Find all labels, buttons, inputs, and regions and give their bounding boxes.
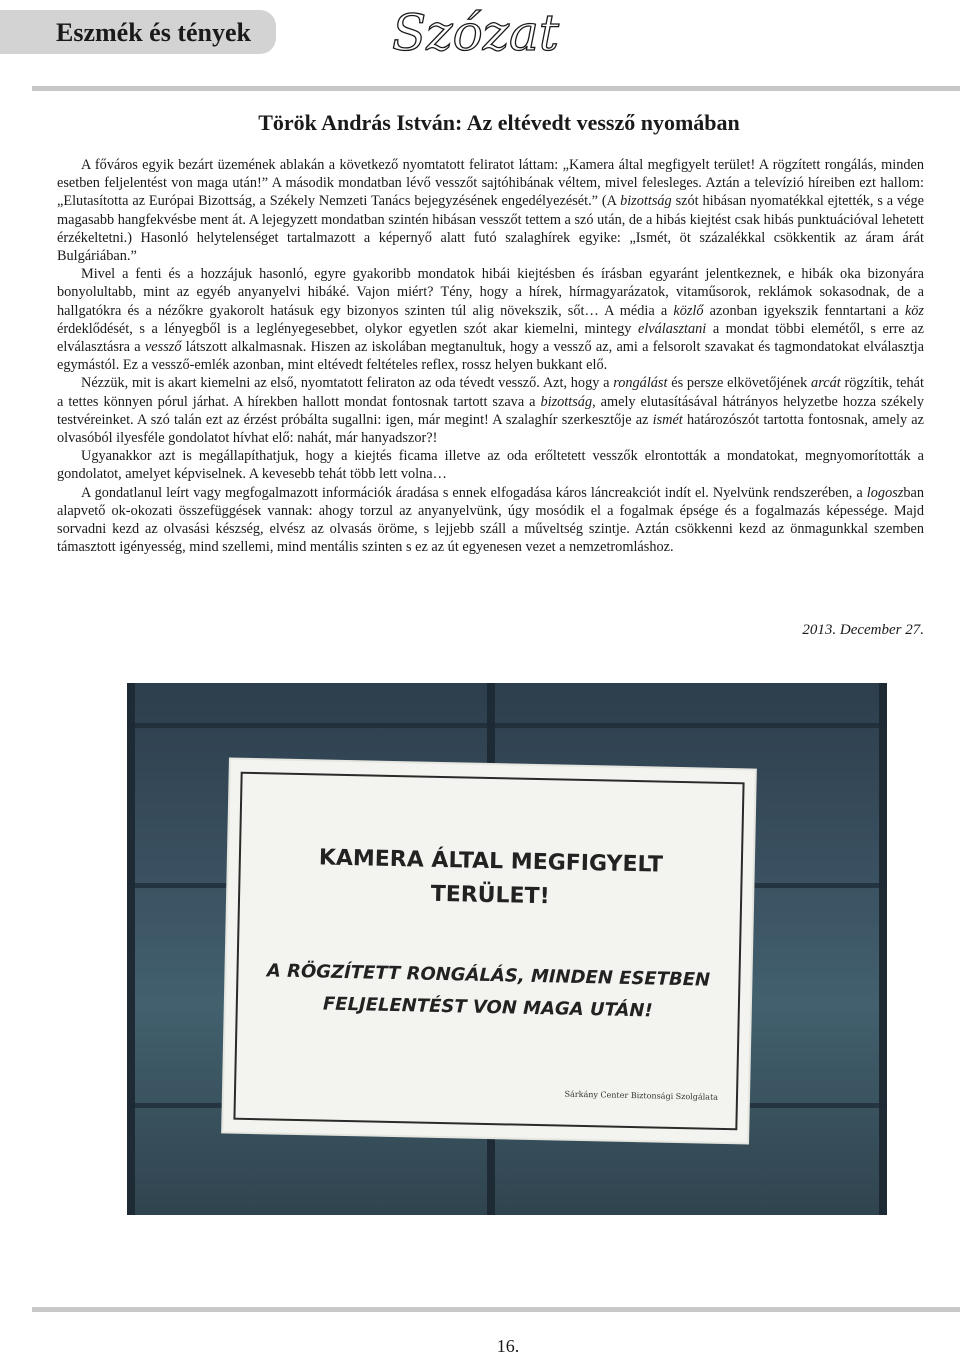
text-run: a mondat többi elemétől, s erre az elválasztásra a [57,320,924,356]
text-run: azonban igyekszik fenntartani a [703,302,905,319]
emphasized-word: logosz [866,484,904,501]
text-run: és persze elkövetőjének [667,375,812,392]
paragraph [57,374,924,447]
article-date: 2013. December 27. [802,622,924,638]
window-frame [127,723,887,728]
emphasized-word: arcát [811,375,841,392]
notice-signature: Sárkány Center Biztonsági Szolgálata [564,1089,719,1102]
emphasized-word: közlő [673,302,704,319]
text-run: határozószót tartotta fontosnak, amely az olvasóból ilyesféle gondolatot hívhat elő: nahát, már hanyadszor?! [57,411,924,447]
text-run: A főváros egyik bezárt üzemének ablakán a következő nyomtatott feliratot láttam: „Kamera által megfigyelt terület! A rögzített rongálás, minden esetben feljelentést von maga után!” A második mondatban lévő vesszőt sajtóhibának véltem, mivel felesleges. Aztán a televízió híreiben ezt hallom: „Elutasította az Európai Bizottság, a Székely Nemzeti Tanács bejegyzésének engedélyezését.” (A [57,157,924,210]
paragraph [57,484,924,557]
notice-sheet [223,760,755,1143]
window-frame [127,683,135,1215]
emphasized-word: elválasztani [637,320,707,337]
emphasized-word: rongálást [613,375,668,392]
article-body [57,156,924,556]
emphasized-word: bizottság [540,393,593,410]
header-rule [32,86,960,91]
text-run: ban alapvető ok-okozati összefüggések vannak: ahogy torzul az anyanyelvünk, úgy mosódik el a fogalmak épsége és a fogalmazás képessége. Majd sorvadni kezd az olvasási készség, elvész az olvasás öröme, s lejjebb száll a műveltség szintje. Aztán csökkenni kezd az önmagunkkal szemben támasztott igényesség, mind szellemi, mind mentális szinten s ez az út egyenesen vezet a nemzetromláshoz. [57,484,924,556]
text-run: Ugyanakkor azt is megállapíthatjuk, hogy a kiejtés ficama illetve az oda erőltetett vesszők elrontották a mondatokat, megnyomorították a gondolatot, amelyet képviselnek. A kevesebb tehát több lett volna… [57,448,924,483]
notice-border [233,772,744,1130]
article-title: Török András István: Az eltévedt vessző nyomában [258,110,740,135]
text-run: Nézzük, mit is akart kiemelni az első, nyomtatott feliraton az oda tévedt vessző. Azt, hogy a [81,375,614,392]
logo-text: Szózat [392,4,559,62]
emphasized-word: bizottság [620,193,672,210]
text-run: látszott alkalmasnak. Hiszen az iskolában megtanultuk, hogy a vessző az, ami a felsorolt szavakat és tagmondatokat elválasztja egymástól. Ez a vessző-emlék azonban, mint eltévedt feltételes reflex, rossz helyen bukkant elő. [57,339,924,374]
notice-line: TERÜLET! [430,881,550,910]
paragraph [57,447,924,483]
footer-rule [32,1307,960,1312]
notice-line: KAMERA ÁLTAL MEGFIGYELT [318,845,664,878]
text-run: szót hibásan nyomatékkal ejtették, s a vége magasabb hangfekvésbe ment át. A lejegyzett mondatban szintén hibásan vesszőt tettem a szó után, de a hibás kiejtést csak hibás punktuációval lehetett érzékeltetni.) Hasonló helytelenséget tartalmazott a képernyő alatt futó szalaghírek egyike: „Ismét, öt százalékkal csökkentik az áram árát Bulgáriában.” [57,193,924,265]
paragraph [57,265,924,374]
notice-line: A RÖGZÍTETT RONGÁLÁS, MINDEN ESETBEN [266,960,711,991]
page-number: 16. [496,1336,520,1356]
emphasized-word: vessző [144,339,182,356]
text-run: A gondatlanul leírt vagy megfogalmazott információk áradása s ennek elfogadása káros láncreakciót indít el. Nyelvünk rendszerében, a [81,484,867,501]
text-run: Mivel a fenti és a hozzájuk hasonló, egyre gyakoribb mondatok hibái kiejtésben és írásban egyaránt jelentkeznek, e hibák oka bizonyára bonyolultabb, mint az egyéb anyanyelvi hibáké. Vajon miért? Tény, hogy a hírek, hírmagyarázatok, vitaműsorok, reklámok sokasodnak, de a hallgatókra és a nézőkre gyakorolt hatásuk egy bizonyos szinten túl alig növekszik, sőt… A média a [57,266,924,319]
notice-line: FELJELENTÉST VON MAGA UTÁN! [322,993,653,1022]
emphasized-word: ismét [652,411,683,428]
section-label: Eszmék és tények [56,18,251,47]
window-frame [879,683,887,1215]
szozat-logo [382,0,602,66]
text-run: érdeklődését, s a lényegből is a leglényegesebbet, olykor egyetlen szót akar kiemelni, mintegy [57,320,638,337]
text-run: rögzítik, tehát a tettes könnyen pórul járhat. A hírekben hallott mondat fontosnak tartott szava a [57,375,924,410]
paragraph [57,156,924,265]
text-run: , amely elutasításával hátrányos helyzetbe hozza székely testvéreinket. A szó talán ezt az érzést próbálta sugallni: igen, már megint! A szalaghír szerkesztője az [57,393,924,428]
sign-photo [127,683,887,1215]
emphasized-word: köz [904,302,924,319]
